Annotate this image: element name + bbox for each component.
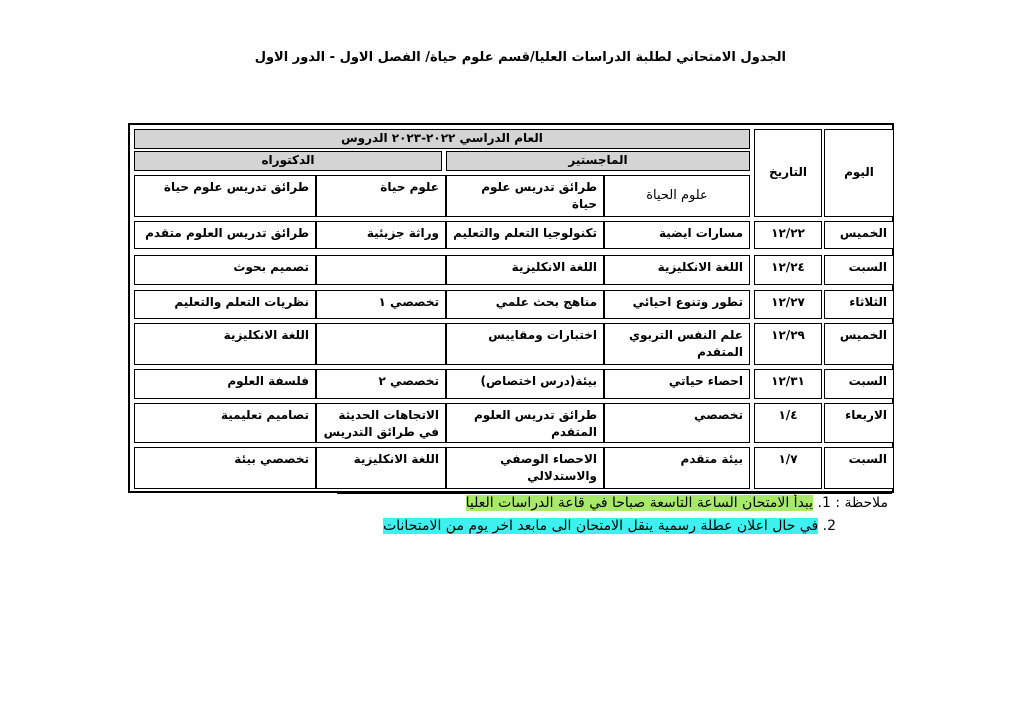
row-phd-biology (316, 255, 446, 285)
row-phd-biology: تخصصي ١ (316, 290, 446, 319)
row-date: ١٢/٢٩ (754, 323, 822, 365)
page-title: الجدول الامتحاني لطلبة الدراسات العليا/قسم علوم حياة/ الفصل الاول - الدور الاول (254, 50, 786, 65)
row-phd-biology (316, 323, 446, 365)
header-masters-biology: علوم الحياة (604, 175, 750, 217)
row-masters-methods: طرائق تدريس العلوم المتقدم (446, 403, 604, 443)
row-masters-biology: اللغة الانكليزية (604, 255, 750, 285)
row-date: ١/٤ (754, 403, 822, 443)
row-day: السبت (824, 447, 894, 489)
header-phd: الدكتوراه (134, 151, 442, 171)
row-masters-biology: علم النفس التربوي المتقدم (604, 323, 750, 365)
row-day: السبت (824, 255, 894, 285)
row-date: ١٢/٢٢ (754, 221, 822, 249)
header-phd-biology: علوم حياة (316, 175, 446, 217)
row-masters-methods: الاحصاء الوصفي والاستدلالي (446, 447, 604, 489)
row-date: ١/٧ (754, 447, 822, 489)
note-number: 2. (822, 518, 836, 535)
row-phd-methods: طرائق تدريس العلوم متقدم (134, 221, 316, 249)
row-date: ١٢/٢٧ (754, 290, 822, 319)
note-item-1 (340, 492, 888, 515)
row-phd-methods: تصاميم تعليمية (134, 403, 316, 443)
row-masters-biology: مسارات ايضية (604, 221, 750, 249)
row-date: ١٢/٣١ (754, 369, 822, 399)
row-masters-methods: بيئة(درس اختصاص) (446, 369, 604, 399)
row-masters-methods: مناهج بحث علمي (446, 290, 604, 319)
row-phd-methods: نظريات التعلم والتعليم (134, 290, 316, 319)
header-masters: الماجستير (446, 151, 750, 171)
header-masters-methods: طرائق تدريس علوم حياة (446, 175, 604, 217)
row-phd-biology: تخصصي ٢ (316, 369, 446, 399)
row-masters-methods: تكنولوجيا التعلم والتعليم (446, 221, 604, 249)
row-phd-methods: فلسفة العلوم (134, 369, 316, 399)
row-day: الثلاثاء (824, 290, 894, 319)
row-day: الاربعاء (824, 403, 894, 443)
row-phd-methods: اللغة الانكليزية (134, 323, 316, 365)
row-phd-methods: تخصصي بيئة (134, 447, 316, 489)
note-text: في حال اعلان عطلة رسمية ينقل الامتحان الى مابعد اخر يوم من الامتحانات (383, 518, 819, 535)
row-phd-biology: اللغة الانكليزية (316, 447, 446, 489)
row-masters-biology: بيئة متقدم (604, 447, 750, 489)
row-masters-methods: اللغة الانكليزية (446, 255, 604, 285)
note-item-2 (340, 515, 888, 538)
header-phd-methods: طرائق تدريس علوم حياة (134, 175, 316, 217)
note-number: 1. (817, 495, 831, 511)
row-masters-biology: احصاء حياتي (604, 369, 750, 399)
row-day: الخميس (824, 323, 894, 365)
note-text: يبدأ الامتحان الساعة التاسعة صباحا في قاعة الدراسات العليا (465, 495, 814, 511)
header-date: التاريخ (754, 129, 822, 217)
row-day: السبت (824, 369, 894, 399)
row-phd-methods: تصميم بحوث (134, 255, 316, 285)
header-day: اليوم (824, 129, 894, 217)
header-year-lessons: العام الدراسي ٢٠٢٢-٢٠٢٣ الدروس (134, 129, 750, 149)
row-masters-biology: تخصصي (604, 403, 750, 443)
row-day: الخميس (824, 221, 894, 249)
notes-label: ملاحظة : (835, 495, 888, 511)
row-phd-biology: الاتجاهات الحديثة في طرائق التدريس (316, 403, 446, 443)
row-masters-biology: تطور وتنوع احيائي (604, 290, 750, 319)
notes-section (340, 492, 888, 538)
exam-schedule-table (128, 123, 894, 493)
row-date: ١٢/٢٤ (754, 255, 822, 285)
row-phd-biology: وراثة جزيئية (316, 221, 446, 249)
row-masters-methods: اختبارات ومقاييس (446, 323, 604, 365)
